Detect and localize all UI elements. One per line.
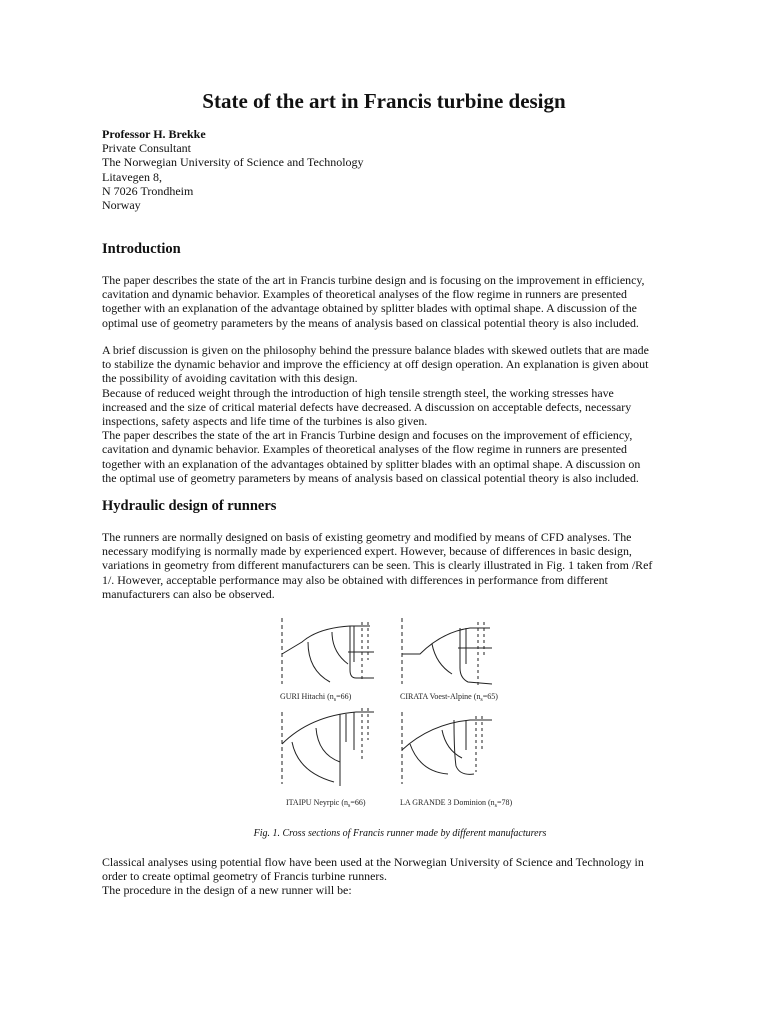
text-line: The runners are normally designed on basis of existing geometry and modified by means of CFD analyses. The <box>102 530 632 544</box>
author-name: Professor H. Brekke <box>102 127 206 141</box>
text-line: Because of reduced weight through the introduction of high tensile strength steel, the working stresses have <box>102 385 614 400</box>
panel-label-la-grande: LA GRANDE 3 Dominion $(n_s=78)$ <box>400 798 513 809</box>
runner-section-cirata <box>402 618 492 686</box>
author-city: N 7026 Trondheim <box>102 183 194 198</box>
text-line: optimal use of geometry parameters by the means of analysis based on classical potential theory is also included. <box>102 315 639 330</box>
text-line: 1/. However, acceptable performance may also be obtained with differences in performance from different <box>102 572 608 587</box>
text-line: cavitation and dynamic behavior. Examples of theoretical analyses of the flow regime in runners are presented <box>102 442 627 457</box>
intro-paragraph-2 <box>102 343 692 485</box>
text-line: cavitation and dynamic behavior. Examples of theoretical analyses of the flow regime in runners are presented <box>102 287 627 302</box>
panel-label-itaipu: ITAIPU Neyrpic $(n_s=66)$ <box>286 798 366 809</box>
hydraulic-paragraph-2 <box>102 855 692 898</box>
runner-section-guri <box>282 618 374 684</box>
author-institution: The Norwegian University of Science and Technology <box>102 155 364 170</box>
runner-section-itaipu <box>282 708 374 786</box>
text-line: inspections, safety aspects and life time of the turbines is also given. <box>102 414 428 429</box>
author-role: Private Consultant <box>102 141 191 156</box>
text-line: increased and the size of critical material defects have decreased. A discussion on acceptable defects, necessary <box>102 399 632 414</box>
text-line: to stabilize the dynamic behavior and improve the efficiency at off design operation. An explanation is given about <box>102 357 649 372</box>
panel-label-cirata: CIRATA Voest-Alpine $(n_s=65)$ <box>400 692 498 703</box>
text-line: The paper describes the state of the art in Francis turbine design and is focusing on the improvement in efficiency, <box>102 273 645 287</box>
text-line: manufacturers can also be observed. <box>102 586 275 601</box>
paper-title: State of the art in Francis turbine design <box>202 89 566 113</box>
text-line: together with an explanation of the advantage obtained by splitter blades with optimal shape. A discussion of the <box>102 301 637 316</box>
text-line: order to create optimal geometry of Francis turbine runners. <box>102 869 387 884</box>
runner-section-la-grande <box>402 712 492 784</box>
section-heading-introduction: Introduction <box>102 241 181 257</box>
section-heading-hydraulic-design: Hydraulic design of runners <box>102 498 277 514</box>
text-line: necessary modifying is normally made by experienced expert. However, because of differences in basic design, <box>102 544 632 559</box>
hydraulic-paragraph-1 <box>102 530 692 601</box>
text-line: the possibility of avoiding cavitation with this design. <box>102 371 358 386</box>
author-street: Litavegen 8, <box>102 169 162 184</box>
runner-cross-sections-drawing <box>270 612 540 820</box>
text-line: The procedure in the design of a new runner will be: <box>102 883 352 898</box>
text-line: variations in geometry from different manufacturers can be seen. This is clearly illustrated in Fig. 1 taken from /Ref <box>102 558 653 573</box>
figure-1-runner-cross-sections <box>270 612 540 820</box>
author-block <box>102 127 364 212</box>
text-line: the optimal use of geometry parameters by means of analysis based on classical potential theory is also included. <box>102 470 639 485</box>
intro-paragraph-1 <box>102 273 692 330</box>
author-country: Norway <box>102 198 141 213</box>
text-line: Classical analyses using potential flow have been used at the Norwegian University of Science and Technology in <box>102 855 644 869</box>
text-line: The paper describes the state of the art in Francis Turbine design and focuses on the improvement of efficiency, <box>102 428 633 443</box>
panel-label-guri: GURI Hitachi $(n_s=66)$ <box>280 692 352 703</box>
text-line: A brief discussion is given on the philosophy behind the pressure balance blades with skewed outlets that are made <box>102 343 649 357</box>
figure-caption: Fig. 1. Cross sections of Francis runner made by different manufacturers <box>253 828 547 839</box>
text-line: together with an explanation of the advantages obtained by splitter blades with an optimal shape. A discussion on <box>102 456 641 471</box>
